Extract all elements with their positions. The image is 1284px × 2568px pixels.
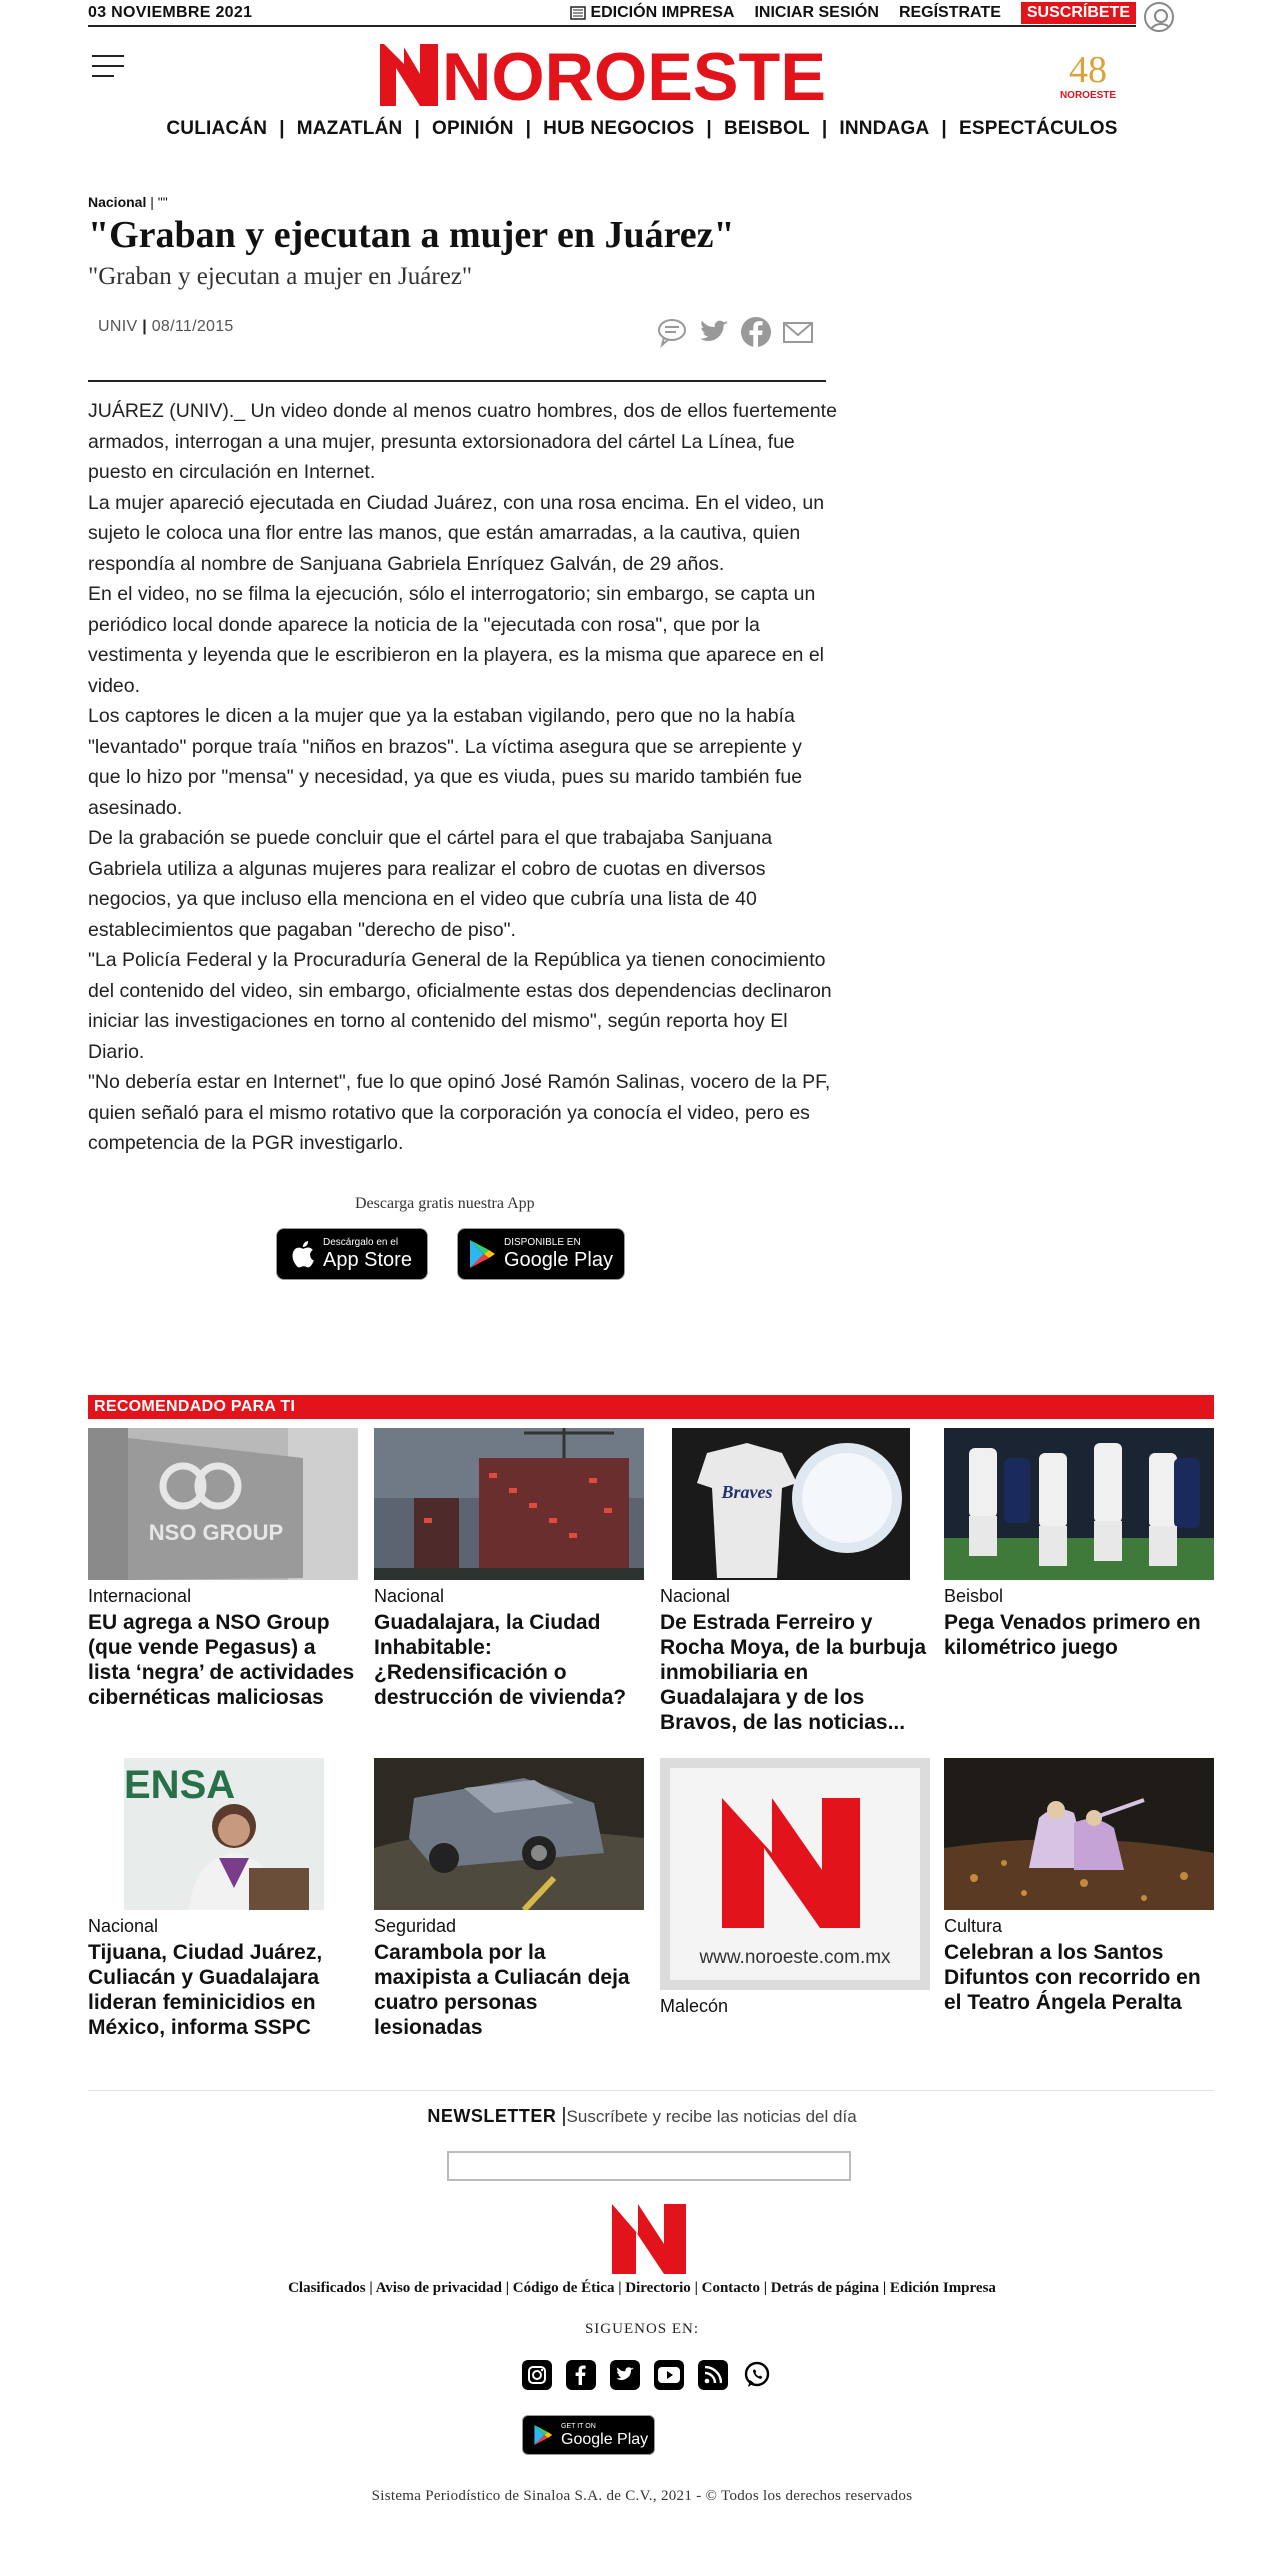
nav-item-espectaculos[interactable]: ESPECTÁCULOS	[958, 118, 1118, 139]
edition-label: EDICIÓN IMPRESA	[590, 3, 735, 21]
card-category: Beisbol	[944, 1586, 1004, 1606]
twitter-icon[interactable]	[610, 2360, 640, 2390]
card-thumbnail	[124, 1758, 324, 1910]
facebook-share-icon[interactable]	[740, 316, 772, 348]
whatsapp-icon[interactable]	[742, 2360, 772, 2390]
article-subtitle: "Graban y ejecutan a mujer en Juárez"	[88, 263, 473, 290]
badge-number: 48	[1069, 49, 1107, 91]
google-play-icon	[468, 1239, 496, 1269]
subscribe-button[interactable]: SUSCRÍBETE	[1021, 2, 1136, 24]
user-avatar-icon[interactable]	[1144, 2, 1174, 32]
article-author: UNIV	[98, 318, 138, 335]
article-paragraph: Los captores le dicen a la mujer que ya la estaban vigilando, pero que no la había "levantado" porque traía "niños en brazos". La víctima asegura que se arrepiente y que lo hizo por "mensa" y necesidad, ya que es viuda, pues su marido también fue asesinado.	[88, 705, 803, 819]
header-divider	[88, 380, 826, 382]
nav-item-culiacan[interactable]: CULIACÁN	[166, 118, 268, 139]
card-thumbnail	[944, 1758, 1214, 1910]
footer-link-contacto[interactable]: Contacto	[701, 2280, 760, 2296]
nav-item-mazatlan[interactable]: MAZATLÁN	[296, 118, 403, 139]
footer-divider	[88, 2090, 1214, 2091]
card-category: Nacional	[660, 1586, 731, 1606]
card-category: Seguridad	[374, 1916, 457, 1936]
article-paragraph: De la grabación se puede concluir que el cártel para el que trabajaba Sanjuana Gabriela utiliza a algunas mujeres para realizar el cobro de cuotas en diversos negocios, ya que incluso ella menciona en el video que cubría una lista de 40 establecimientos que pagaban "derecho de piso".	[88, 827, 773, 941]
article-section[interactable]: Nacional	[88, 194, 147, 210]
article-kicker	[88, 194, 168, 210]
footer-link-directorio[interactable]: Directorio	[625, 2280, 691, 2296]
comment-icon[interactable]	[656, 316, 688, 348]
footer-links: Clasificados | Aviso de privacidad | Código de Ética | Directorio | Contacto | Detrás de página | Edición Impresa	[288, 2280, 996, 2296]
card-category: Nacional	[374, 1586, 445, 1606]
top-links	[570, 2, 1136, 24]
top-bar	[88, 0, 1136, 27]
follow-label: SIGUENOS EN:	[584, 2321, 700, 2337]
svg-text:ENSA: ENSA	[124, 1763, 236, 1807]
article-paragraph: "La Policía Federal y la Procuraduría General de la República ya tienen conocimiento del contenido del video, sin embargo, oficialmente estas dos dependencias declinaron iniciar las investigaciones en torno al contenido del mismo", según reporta hoy El Diario.	[88, 949, 832, 1063]
twitter-share-icon[interactable]	[698, 316, 730, 348]
card-thumbnail	[660, 1758, 930, 1990]
app-promo-label: Descarga gratis nuestra App	[355, 1195, 535, 1212]
newsletter-email-input[interactable]	[447, 2151, 851, 2181]
article-title: "Graban y ejecutan a mujer en Juárez"	[88, 214, 735, 256]
anniversary-badge-icon[interactable]	[1058, 48, 1118, 103]
newsletter-text: Suscríbete y recibe las noticias del día	[566, 2107, 857, 2126]
card-title: Carambola por la maxipista a Culiacán deja cuatro personas lesionadas	[374, 1941, 630, 2039]
youtube-icon[interactable]	[654, 2360, 684, 2390]
thumb-caption: www.noroeste.com.mx	[699, 1947, 891, 1968]
nav-item-inndaga[interactable]: INNDAGA	[839, 118, 930, 139]
card-title: De Estrada Ferreiro y Rocha Moya, de la burbuja inmobiliaria en Guadalajara y de los Bravos, de las noticias...	[660, 1611, 927, 1734]
register-link[interactable]: REGÍSTRATE	[898, 3, 1001, 21]
card-thumbnail	[88, 1428, 358, 1580]
footer-link-edicion[interactable]: Edición Impresa	[889, 2280, 996, 2296]
social-links	[522, 2360, 772, 2390]
google-play-icon	[533, 2424, 553, 2446]
newspaper-icon	[570, 6, 586, 20]
card-thumbnail	[374, 1758, 644, 1910]
card-category: Cultura	[944, 1916, 1003, 1936]
footer-link-privacidad[interactable]: Aviso de privacidad	[375, 2280, 502, 2296]
google-play-button[interactable]	[457, 1228, 625, 1280]
svg-text:Braves: Braves	[721, 1482, 773, 1502]
nav-item-beisbol[interactable]: BEISBOL	[723, 118, 810, 139]
card-category: Malecón	[660, 1996, 729, 2016]
copyright: Sistema Periodístico de Sinaloa S.A. de C.V., 2021 - © Todos los derechos reservados	[371, 2488, 913, 2504]
footer-logo[interactable]	[612, 2204, 686, 2274]
footer-link-clasificados[interactable]: Clasificados	[288, 2280, 366, 2296]
article-paragraph: La mujer apareció ejecutada en Ciudad Juárez, con una rosa encima. En el video, un sujeto le coloca una flor entre las manos, que están amarradas, a la cautiva, quien respondía al nombre de Sanjuana Gabriela Enríquez Galván, de 29 años.	[88, 491, 825, 575]
article-paragraph: JUÁREZ (UNIV)._ Un video donde al menos cuatro hombres, dos de ellos fuertemente armados, interrogan a una mujer, presunta extorsionadora del cártel La Línea, fue puesto en circulación en Internet.	[88, 400, 837, 483]
card-title: Guadalajara, la Ciudad Inhabitable: ¿Redensificación o destrucción de vivienda?	[374, 1611, 627, 1709]
apple-icon	[289, 1239, 315, 1269]
card-category: Internacional	[88, 1586, 192, 1606]
card-title: EU agrega a NSO Group (que vende Pegasus) a lista ‘negra’ de actividades cibernéticas maliciosas	[88, 1611, 355, 1709]
email-share-icon[interactable]	[782, 316, 814, 348]
article-body	[88, 396, 838, 1159]
article-paragraph: "No debería estar en Internet", fue lo que opinó José Ramón Salinas, vocero de la PF, quien señaló para el mismo rotativo que la corporación ya conocía el video, pero es competencia de la PGR investigarlo.	[88, 1071, 831, 1154]
card-title: Pega Venados primero en kilométrico juego	[944, 1611, 1201, 1659]
article-date: 08/11/2015	[151, 318, 234, 335]
main-nav: CULIACÁN | MAZATLÁN | OPINIÓN | HUB NEGOCIOS | BEISBOL | INNDAGA | ESPECTÁCULOS	[0, 118, 1284, 140]
thumb-caption: NSO GROUP	[148, 1520, 284, 1545]
footer-play-small: GET IT ON	[561, 2422, 596, 2430]
card-thumbnail	[944, 1428, 1214, 1580]
recommended-heading: RECOMENDADO PARA TI	[88, 1395, 1214, 1419]
rss-icon[interactable]	[698, 2360, 728, 2390]
edition-link[interactable]	[570, 4, 734, 22]
noroeste-logo[interactable]	[380, 42, 830, 108]
card-thumbnail	[374, 1428, 644, 1580]
footer-play-big: Google Play	[561, 2430, 649, 2448]
nav-item-opinion[interactable]: OPINIÓN	[432, 118, 514, 139]
card-thumbnail	[672, 1428, 910, 1580]
footer-link-detras[interactable]: Detrás de página	[770, 2280, 880, 2296]
card-category: Nacional	[88, 1916, 159, 1936]
newsletter-heading: NEWSLETTER	[427, 2106, 557, 2126]
byline: UNIV | 08/11/2015	[98, 318, 234, 335]
share-buttons	[656, 316, 814, 348]
google-play-small: DISPONIBLE EN	[504, 1237, 581, 1248]
card-title: Celebran a los Santos Difuntos con recorrido en el Teatro Ángela Peralta	[944, 1941, 1201, 2014]
instagram-icon[interactable]	[522, 2360, 552, 2390]
newsletter: NEWSLETTER |Suscríbete y recibe las noticias del día	[427, 2105, 857, 2127]
app-store-big: App Store	[323, 1249, 412, 1271]
current-date: 03 NOVIEMBRE 2021	[88, 3, 253, 21]
app-store-small: Descárgalo en el	[323, 1237, 399, 1248]
facebook-icon[interactable]	[566, 2360, 596, 2390]
card-title: Tijuana, Ciudad Juárez, Culiacán y Guadalajara lideran feminicidios en México, informa SSPC	[88, 1941, 323, 2039]
nav-item-hub-negocios[interactable]: HUB NEGOCIOS	[543, 118, 695, 139]
login-link[interactable]: INICIAR SESIÓN	[754, 3, 879, 21]
menu-icon[interactable]	[92, 55, 124, 81]
badge-text: NOROESTE	[1059, 90, 1117, 101]
app-store-button[interactable]	[276, 1228, 428, 1280]
article-paragraph: En el video, no se filma la ejecución, sólo el interrogatorio; sin embargo, se capta un periódico local donde aparece la noticia de la "ejecutada con rosa", que por la vestimenta y leyenda que le escribieron en la playera, es la misma que aparece en el video.	[88, 583, 825, 697]
google-play-big: Google Play	[504, 1249, 613, 1271]
footer-link-etica[interactable]: Código de Ética	[512, 2280, 615, 2296]
footer-google-play-button[interactable]	[522, 2415, 655, 2455]
brand-name: NOROESTE	[442, 42, 826, 108]
section-separator: | ""	[146, 194, 168, 210]
